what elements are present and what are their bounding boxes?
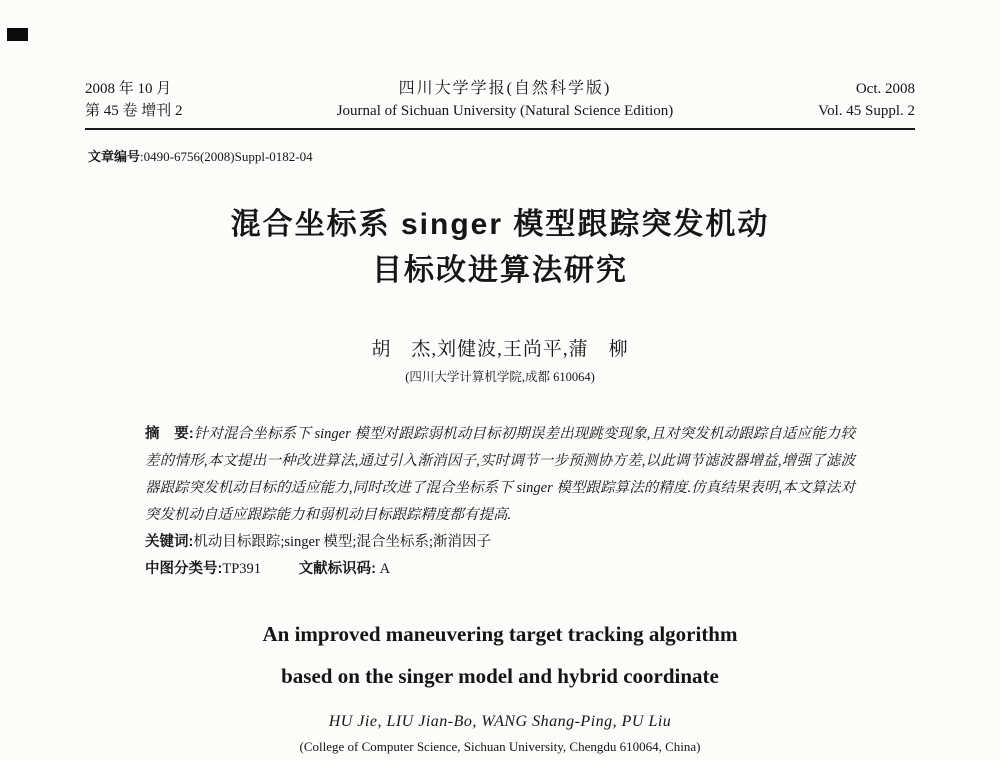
paper-title-en-line2: based on the singer model and hybrid coordinate: [281, 664, 719, 688]
abstract-text: 针对混合坐标系下 singer 模型对跟踪弱机动目标初期误差出现跳变现象,且对突发机动跟踪自适应能力较差的情形,本文提出一种改进算法,通过引入渐消因子,实时调节一步预测协方差,以此调节滤波器增益,增强了滤波器跟踪突发机动目标的适应能力,同时改进了混合坐标系下 singer 模型跟踪算法的精度.仿真结果表明,本文算法对突发机动自适应跟踪能力和弱机动目标跟踪精度都有提高.: [145, 426, 855, 523]
clc-value: TP391: [222, 561, 262, 577]
keywords-label: 关键词:: [145, 534, 194, 550]
header-volume-en: Vol. 45 Suppl. 2: [818, 103, 915, 119]
keywords-text: 机动目标跟踪;singer 模型;混合坐标系;渐消因子: [193, 534, 491, 550]
header-volume-cn: 第 45 卷 增刊 2: [85, 103, 183, 119]
scan-artifact-square: [7, 28, 28, 41]
article-number-label: 文章编号: [88, 149, 141, 164]
doc-code-value: A: [375, 561, 391, 577]
authors-en: HU Jie, LIU Jian-Bo, WANG Shang-Ping, PU Liu: [328, 713, 672, 730]
authors-cn: 胡 杰,刘健波,王尚平,蒲 柳: [371, 339, 629, 360]
keywords-line: [145, 529, 855, 556]
affiliation-cn: (四川大学计算机学院,成都 610064): [405, 370, 595, 384]
paper-title-cn: [0, 202, 1000, 294]
journal-header: [85, 78, 915, 122]
header-issue-cn: [85, 78, 235, 122]
article-number: [88, 148, 1000, 166]
paper-title-cn-line2: 目标改进算法研究: [372, 254, 628, 287]
paper-title-en-line1: An improved maneuvering target tracking algorithm: [262, 622, 738, 646]
paper-title-en: [0, 613, 1000, 697]
doc-code-label: 文献标识码:: [298, 561, 376, 577]
abstract-block: [145, 421, 855, 529]
header-rule: [85, 128, 915, 130]
affiliation-en: (College of Computer Science, Sichuan University, Chengdu 610064, China): [299, 739, 701, 754]
header-date-cn: 2008 年 10 月: [85, 81, 172, 97]
header-journal-title: [235, 78, 775, 122]
header-date-en: Oct. 2008: [855, 81, 915, 97]
journal-title-cn: 四川大学学报(自然科学版): [398, 80, 612, 97]
classification-line: [145, 556, 855, 583]
paper-title-cn-line1: 混合坐标系 singer 模型跟踪突发机动: [230, 208, 770, 241]
header-issue-en: [775, 78, 915, 122]
clc-label: 中图分类号:: [145, 561, 223, 577]
abstract-label: 摘 要:: [145, 426, 194, 442]
article-number-value: :0490-6756(2008)Suppl-0182-04: [140, 149, 313, 164]
journal-title-en: Journal of Sichuan University (Natural Science Edition): [336, 103, 674, 119]
